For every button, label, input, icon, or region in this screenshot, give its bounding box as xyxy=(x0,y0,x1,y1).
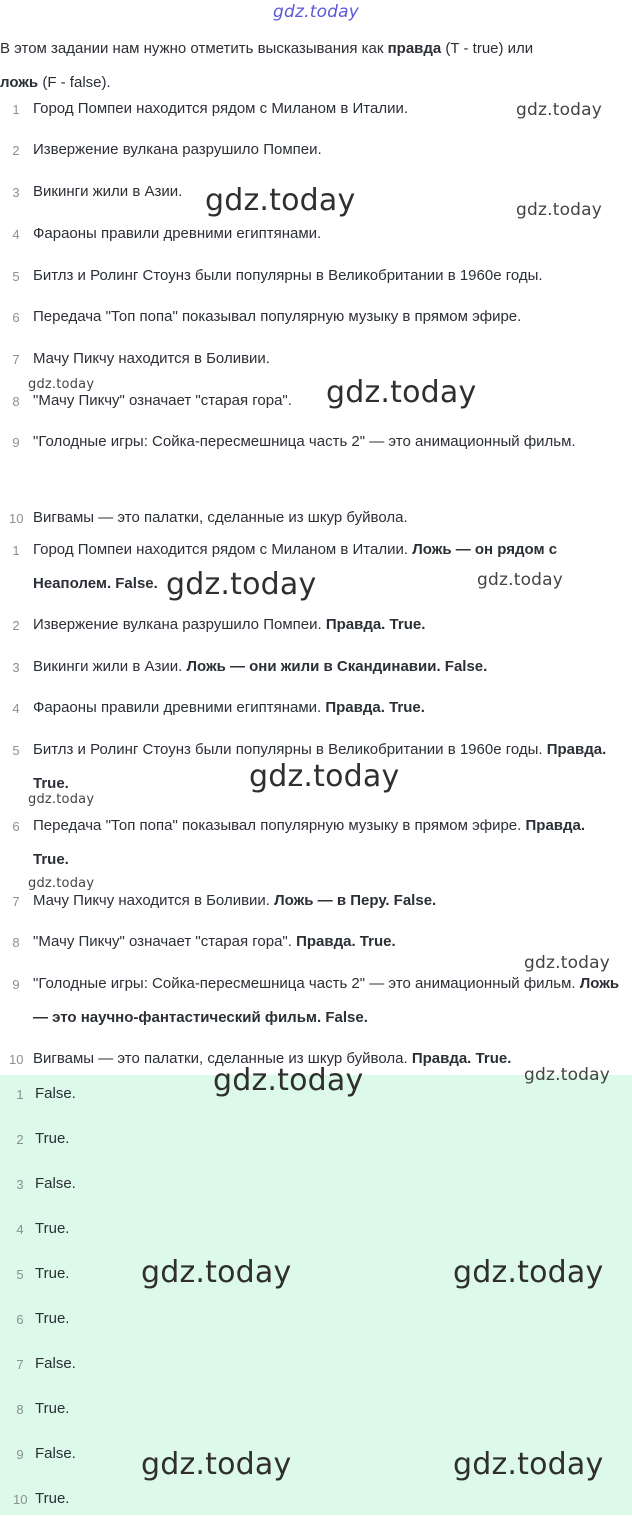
answer-number: 10 xyxy=(13,1492,28,1507)
explanation-text xyxy=(33,809,625,877)
answer-number: 3 xyxy=(16,1177,24,1192)
statement-text: Передача "Топ попа" показывал популярную музыку в прямом эфире. xyxy=(33,308,522,325)
answer-text: True. xyxy=(35,1265,70,1282)
explanation-verdict: Ложь — он рядом с Неаполем. False. xyxy=(33,541,558,592)
explanation-verdict: Правда. True. xyxy=(296,933,396,950)
explanation-number: 5 xyxy=(12,743,20,758)
statement-text: Мачу Пикчу находится в Боливии. xyxy=(33,350,270,367)
answer-text: False. xyxy=(35,1175,76,1192)
statement-number: 4 xyxy=(12,227,20,242)
answer-text: False. xyxy=(35,1085,76,1102)
statement-text: Вигвамы — это палатки, сделанные из шкур буйвола. xyxy=(33,509,408,526)
explanation-number: 1 xyxy=(12,543,20,558)
intro-text-2: (T - true) или xyxy=(441,40,534,57)
statement-number: 10 xyxy=(9,511,24,526)
intro-text-1: В этом задании нам нужно отметить высказывания как xyxy=(0,40,388,57)
answer-number: 4 xyxy=(16,1222,24,1237)
explanation-statement: Передача "Топ попа" показывал популярную музыку в прямом эфире. xyxy=(33,817,526,834)
statement-text: Битлз и Ролинг Стоунз были популярны в Великобритании в 1960е годы. xyxy=(33,267,543,284)
answer-number: 1 xyxy=(16,1087,24,1102)
intro-true-word: правда xyxy=(387,40,442,57)
answer-text: False. xyxy=(35,1445,76,1462)
statement-text: Извержение вулкана разрушило Помпеи. xyxy=(33,141,322,158)
watermark: gdz.today xyxy=(28,792,95,807)
statement-number: 5 xyxy=(12,269,20,284)
watermark: gdz.today xyxy=(28,876,95,891)
explanation-verdict: Правда. True. xyxy=(33,817,586,868)
watermark: gdz.today xyxy=(453,1447,604,1482)
watermark: gdz.today xyxy=(516,100,603,120)
watermark-top: gdz.today xyxy=(273,2,360,22)
statement-number: 2 xyxy=(12,143,20,158)
explanation-statement: Город Помпеи находится рядом с Миланом в Италии. xyxy=(33,541,413,558)
statement-number: 1 xyxy=(12,102,20,117)
statement-text: Фараоны правили древними египтянами. xyxy=(33,225,322,242)
explanation-verdict: Ложь — это научно-фантастический фильм. False. xyxy=(33,975,620,1026)
explanation-verdict: Правда. True. xyxy=(325,699,425,716)
watermark: gdz.today xyxy=(141,1255,292,1290)
answer-number: 7 xyxy=(16,1357,24,1372)
watermark: gdz.today xyxy=(524,953,611,973)
explanation-statement: "Голодные игры: Сойка-пересмешница часть 2" — это анимационный фильм. xyxy=(33,975,580,992)
explanation-verdict: Правда. True. xyxy=(325,616,426,633)
statement-number: 3 xyxy=(12,185,20,200)
watermark: gdz.today xyxy=(213,1063,364,1098)
explanation-verdict: Правда. True. xyxy=(33,741,607,792)
explanation-statement: "Мачу Пикчу" означает "старая гора". xyxy=(33,933,297,950)
watermark: gdz.today xyxy=(249,759,400,794)
explanation-text xyxy=(33,533,625,601)
explanation-verdict: Ложь — они жили в Скандинавии. False. xyxy=(186,658,488,675)
explanation-text xyxy=(33,691,625,725)
watermark: gdz.today xyxy=(166,567,317,602)
explanation-number: 8 xyxy=(12,935,20,950)
statement-number: 8 xyxy=(12,394,20,409)
watermark: gdz.today xyxy=(28,377,95,392)
watermark: gdz.today xyxy=(326,375,477,410)
intro-paragraph xyxy=(0,32,625,100)
explanation-number: 7 xyxy=(12,894,20,909)
watermark: gdz.today xyxy=(453,1255,604,1290)
answer-text: True. xyxy=(35,1220,70,1237)
explanation-number: 10 xyxy=(9,1052,24,1067)
answer-text: True. xyxy=(35,1310,70,1327)
explanation-text xyxy=(33,967,625,1035)
explanation-text xyxy=(33,650,625,684)
explanation-statement: Викинги жили в Азии. xyxy=(33,658,187,675)
statement-text: Викинги жили в Азии. xyxy=(33,183,183,200)
explanation-number: 9 xyxy=(12,977,20,992)
explanation-verdict: Правда. True. xyxy=(411,1050,512,1067)
intro-text-3: (F - false). xyxy=(38,74,111,91)
explanation-number: 4 xyxy=(12,701,20,716)
answer-number: 9 xyxy=(16,1447,24,1462)
answer-number: 8 xyxy=(16,1402,24,1417)
answer-text: True. xyxy=(35,1130,70,1147)
explanation-number: 2 xyxy=(12,618,20,633)
answer-number: 2 xyxy=(16,1132,24,1147)
watermark: gdz.today xyxy=(524,1065,611,1085)
watermark: gdz.today xyxy=(141,1447,292,1482)
statement-number: 9 xyxy=(12,435,20,450)
explanation-verdict: Ложь — в Перу. False. xyxy=(274,892,437,909)
statement-number: 6 xyxy=(12,310,20,325)
statement-text: Город Помпеи находится рядом с Миланом в Италии. xyxy=(33,100,409,117)
explanation-statement: Фараоны правили древними египтянами. xyxy=(33,699,326,716)
answer-text: True. xyxy=(35,1400,70,1417)
explanation-number: 3 xyxy=(12,660,20,675)
watermark: gdz.today xyxy=(516,200,603,220)
statement-number: 7 xyxy=(12,352,20,367)
watermark: gdz.today xyxy=(205,183,356,218)
explanation-statement: Мачу Пикчу находится в Боливии. xyxy=(33,892,275,909)
explanation-number: 6 xyxy=(12,819,20,834)
answer-number: 6 xyxy=(16,1312,24,1327)
statement-text: "Голодные игры: Сойка-пересмешница часть 2" — это анимационный фильм. xyxy=(33,433,576,450)
explanation-text xyxy=(33,608,625,642)
explanation-statement: Битлз и Ролинг Стоунз были популярны в Великобритании в 1960е годы. xyxy=(33,741,547,758)
explanation-statement: Вигвамы — это палатки, сделанные из шкур буйвола. xyxy=(33,1050,412,1067)
explanation-statement: Извержение вулкана разрушило Помпеи. xyxy=(33,616,326,633)
answer-text: True. xyxy=(35,1490,70,1507)
answer-number: 5 xyxy=(16,1267,24,1282)
intro-false-word: ложь xyxy=(0,74,39,91)
answer-text: False. xyxy=(35,1355,76,1372)
explanation-text xyxy=(33,884,625,918)
statement-text: "Мачу Пикчу" означает "старая гора". xyxy=(33,392,292,409)
watermark: gdz.today xyxy=(477,570,564,590)
